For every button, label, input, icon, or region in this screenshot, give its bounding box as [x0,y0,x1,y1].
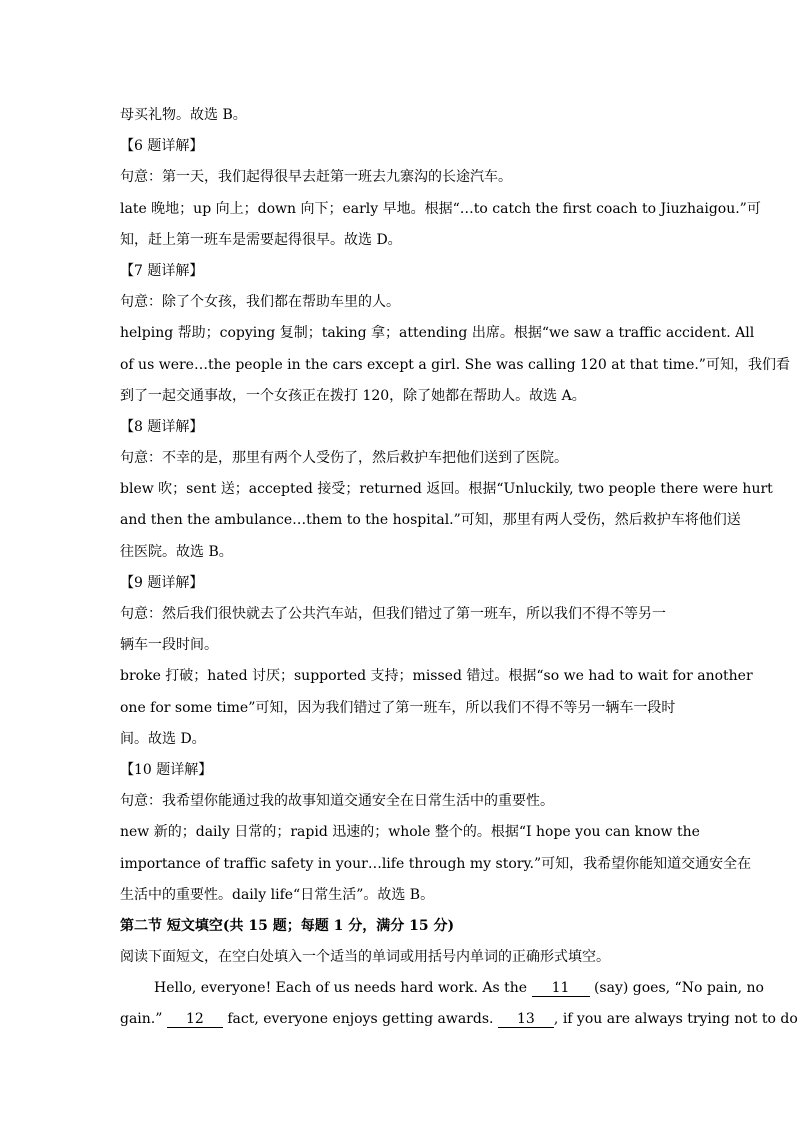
question-7-heading: 【7 题详解】 [120,262,204,279]
text-line: 母买礼物。故选 B。 [120,107,247,123]
text-line: importance of traffic safety in your…life through my story.”可知，我希望你能知道交通安全在 [120,855,752,872]
passage-line [120,973,764,1004]
blank-11[interactable]: 11 [532,980,590,997]
section-title: 第二节 短文填空(共 15 题；每题 1 分，满分 15 分) [120,917,455,934]
question-6-heading: 【6 题详解】 [120,138,204,155]
blank-13[interactable]: 13 [498,1011,554,1028]
question-8-heading: 【8 题详解】 [120,418,204,435]
text-line: and then the ambulance…them to the hospital.”可知，那里有两人受伤，然后救护车将他们送 [120,512,741,529]
text-line: 到了一起交通事故，一个女孩正在拨打 120，除了她都在帮助人。故选 A。 [120,387,586,404]
question-9-heading: 【9 题详解】 [120,574,204,591]
text-line: 知，赶上第一班车是需要起得很早。故选 D。 [120,231,402,248]
text-line: 往医院。故选 B。 [120,543,233,560]
passage-text: , if you are always trying not to do [553,1011,798,1028]
text-line: late 晚地；up 向上；down 向下；early 早地。根据“…to catch the first coach to Jiuzhaigou.”可 [120,200,761,217]
passage-text: gain.” [120,1011,167,1028]
passage-text: fact, everyone enjoys getting awards. [222,1011,498,1028]
text-line: 间。故选 D。 [120,730,206,747]
text-line: new 新的；daily 日常的；rapid 迅速的；whole 整个的。根据“I hope you can know the [120,824,700,841]
text-line: 辆车一段时间。 [120,637,218,654]
text-line: 句意：不幸的是，那里有两个人受伤了，然后救护车把他们送到了医院。 [120,450,568,467]
passage-line [120,1004,798,1035]
text-line: 句意：除了个女孩，我们都在帮助车里的人。 [120,294,400,311]
question-10-heading: 【10 题详解】 [120,761,213,778]
passage-text: Hello, everyone! Each of us needs hard work. As the [154,980,532,997]
text-line: one for some time”可知，因为我们错过了第一班车，所以我们不得不等另一辆车一段时 [120,699,676,716]
text-line: helping 帮助；copying 复制；taking 拿；attending 出席。根据“we saw a traffic accident. All [120,325,755,342]
section-instruction: 阅读下面短文，在空白处填入一个适当的单词或用括号内单词的正确形式填空。 [120,949,610,966]
text-line: of us were…the people in the cars except a girl. She was calling 120 at that time.”可知，我们看 [120,356,790,373]
text-line: broke 打破；hated 讨厌；supported 支持；missed 错过。根据“so we had to wait for another [120,668,753,685]
text-line: 生活中的重要性。daily life“日常生活”。故选 B。 [120,886,435,903]
text-line: blew 吹；sent 送；accepted 接受；returned 返回。根据“Unluckily, two people there were hurt [120,481,773,498]
text-line: 句意：第一天，我们起得很早去赶第一班去九寨沟的长途汽车。 [120,169,512,186]
text-line: 句意：我希望你能通过我的故事知道交通安全在日常生活中的重要性。 [120,793,554,810]
document-body [120,100,798,1036]
blank-12[interactable]: 12 [167,1011,223,1028]
passage-text: (say) goes, “No pain, no [589,980,764,997]
text-line: 句意：然后我们很快就去了公共汽车站，但我们错过了第一班车，所以我们不得不等另一 [120,606,666,622]
